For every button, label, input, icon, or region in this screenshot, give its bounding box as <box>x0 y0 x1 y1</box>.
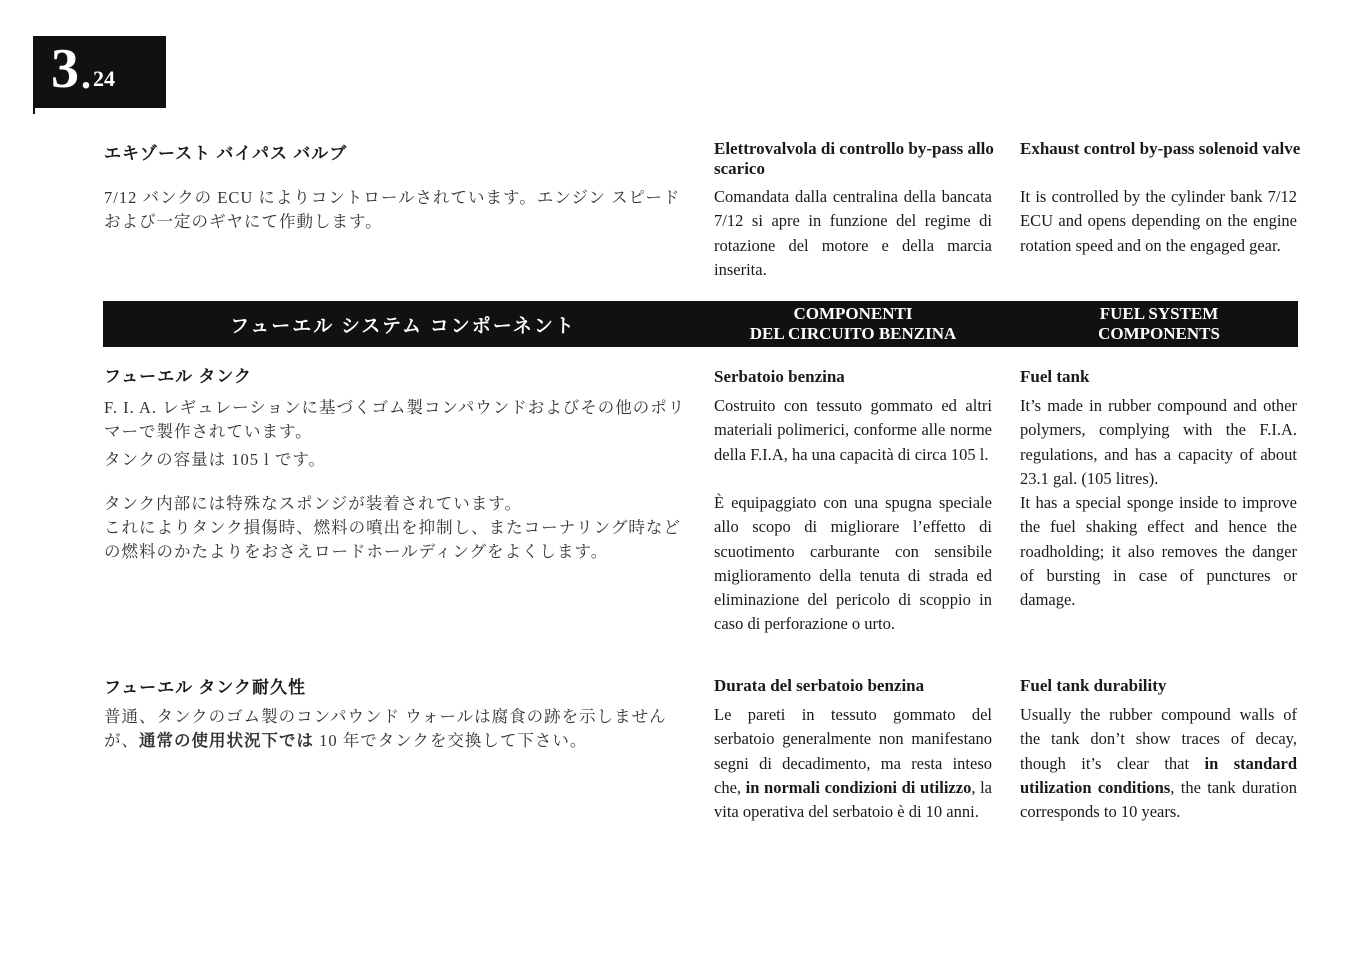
durability-jp-body-b: 10 年でタンクを交換して下さい。 <box>314 731 588 751</box>
banner-en-line2: COMPONENTS <box>1098 324 1220 343</box>
page-number-badge <box>33 36 166 102</box>
exhaust-en-title: Exhaust control by-pass solenoid valve <box>1020 139 1301 158</box>
tank-it-body-2: È equipaggiato con una spugna speciale allo scopo di migliorare l’effetto di scuotimento carburante con sensibile miglioramento della tenuta di strada ed eliminazione del pericolo di scoppio in caso di perforazione o urto. <box>714 493 992 634</box>
section-dot: . <box>81 52 91 97</box>
durability-it-body-a: Le pareti in tessuto gommato del serbatoio generalmente non manifestano segni di decadimento, ma resta inteso che, <box>714 705 992 797</box>
banner-it <box>713 301 993 347</box>
exhaust-it-body: Comandata dalla centralina della bancata 7/12 si apre in funzione del regime di rotazione del motore e della marcia inserita. <box>714 187 992 279</box>
exhaust-en-body: It is controlled by the cylinder bank 7/12 ECU and opens depending on the engine rotation speed and on the engaged gear. <box>1020 187 1297 255</box>
banner-en-line1: FUEL SYSTEM <box>1099 304 1219 323</box>
banner-jp: フューエル システム コンポーネント <box>230 315 576 337</box>
tank-it-title: Serbatoio benzina <box>714 367 845 386</box>
durability-en-title: Fuel tank durability <box>1020 676 1167 695</box>
durability-en-body-b: , the tank duration corresponds to 10 years. <box>1020 777 1297 822</box>
section-number: 3 <box>51 38 79 100</box>
page-number: 24 <box>93 66 115 91</box>
banner-it-line2: DEL CIRCUITO BENZINA <box>749 324 957 343</box>
durability-en-body <box>1020 703 1297 824</box>
badge-tick <box>33 96 35 114</box>
tank-jp-body-2: タンクの容量は 105 l です。 <box>104 450 327 469</box>
durability-jp-title: フューエル タンク耐久性 <box>104 678 307 697</box>
banner-it-line1: COMPONENTI <box>793 304 913 323</box>
durability-jp-body-bold: 通常の使用状況下では <box>139 731 314 751</box>
durability-it-body <box>714 703 992 824</box>
tank-en-title: Fuel tank <box>1020 367 1090 386</box>
tank-it-body-1: Costruito con tessuto gommato ed altri materiali polimerici, conforme alle norme della F.I.A, ha una capacità di circa 105 l. <box>714 396 992 464</box>
exhaust-jp-title: エキゾースト バイパス バルブ <box>104 144 348 163</box>
durability-en-body-a: Usually the rubber compound walls of the tank don’t show traces of decay, though it’s clear that <box>1020 705 1297 773</box>
banner-en <box>1020 301 1298 347</box>
tank-en-body-2: It has a special sponge inside to improve the fuel shaking effect and hence the roadholding; it also removes the danger of bursting in case of punctures or damage. <box>1020 493 1297 610</box>
durability-it-body-b: , la vita operativa del serbatoio è di 10 anni. <box>714 777 992 822</box>
tank-jp-body-4: これによりタンク損傷時、燃料の噴出を抑制し、またコーナリング時などの燃料のかたよりをおさえロードホールディングをよくします。 <box>104 518 681 562</box>
badge-underline <box>33 102 166 108</box>
exhaust-it-title: Elettrovalvola di controllo by-pass allo scarico <box>714 139 994 178</box>
durability-it-title: Durata del serbatoio benzina <box>714 676 925 695</box>
tank-en-body-1: It’s made in rubber compound and other polymers, complying with the F.I.A. regulations, and has a capacity of about 23.1 gal. (105 litres). <box>1020 396 1297 488</box>
durability-jp-body <box>104 705 689 754</box>
tank-jp-title: フューエル タンク <box>104 367 253 386</box>
durability-it-body-bold: in normali condizioni di utilizzo <box>745 777 972 797</box>
durability-en-body-bold: in standard utilization conditions <box>1020 753 1297 797</box>
section-banner <box>103 301 1298 347</box>
exhaust-jp-body: 7/12 バンクの ECU によりコントロールされています。エンジン スピードおよび一定のギヤにて作動します。 <box>104 188 681 232</box>
tank-jp-body-3: タンク内部には特殊なスポンジが装着されています。 <box>104 494 522 513</box>
durability-jp-body-a: 普通、タンクのゴム製のコンパウンド ウォールは腐食の跡を示しませんが、 <box>104 707 667 751</box>
tank-jp-body-1: F. I. A. レギュレーションに基づくゴム製コンパウンドおよびその他のポリマーで製作されています。 <box>104 398 686 442</box>
